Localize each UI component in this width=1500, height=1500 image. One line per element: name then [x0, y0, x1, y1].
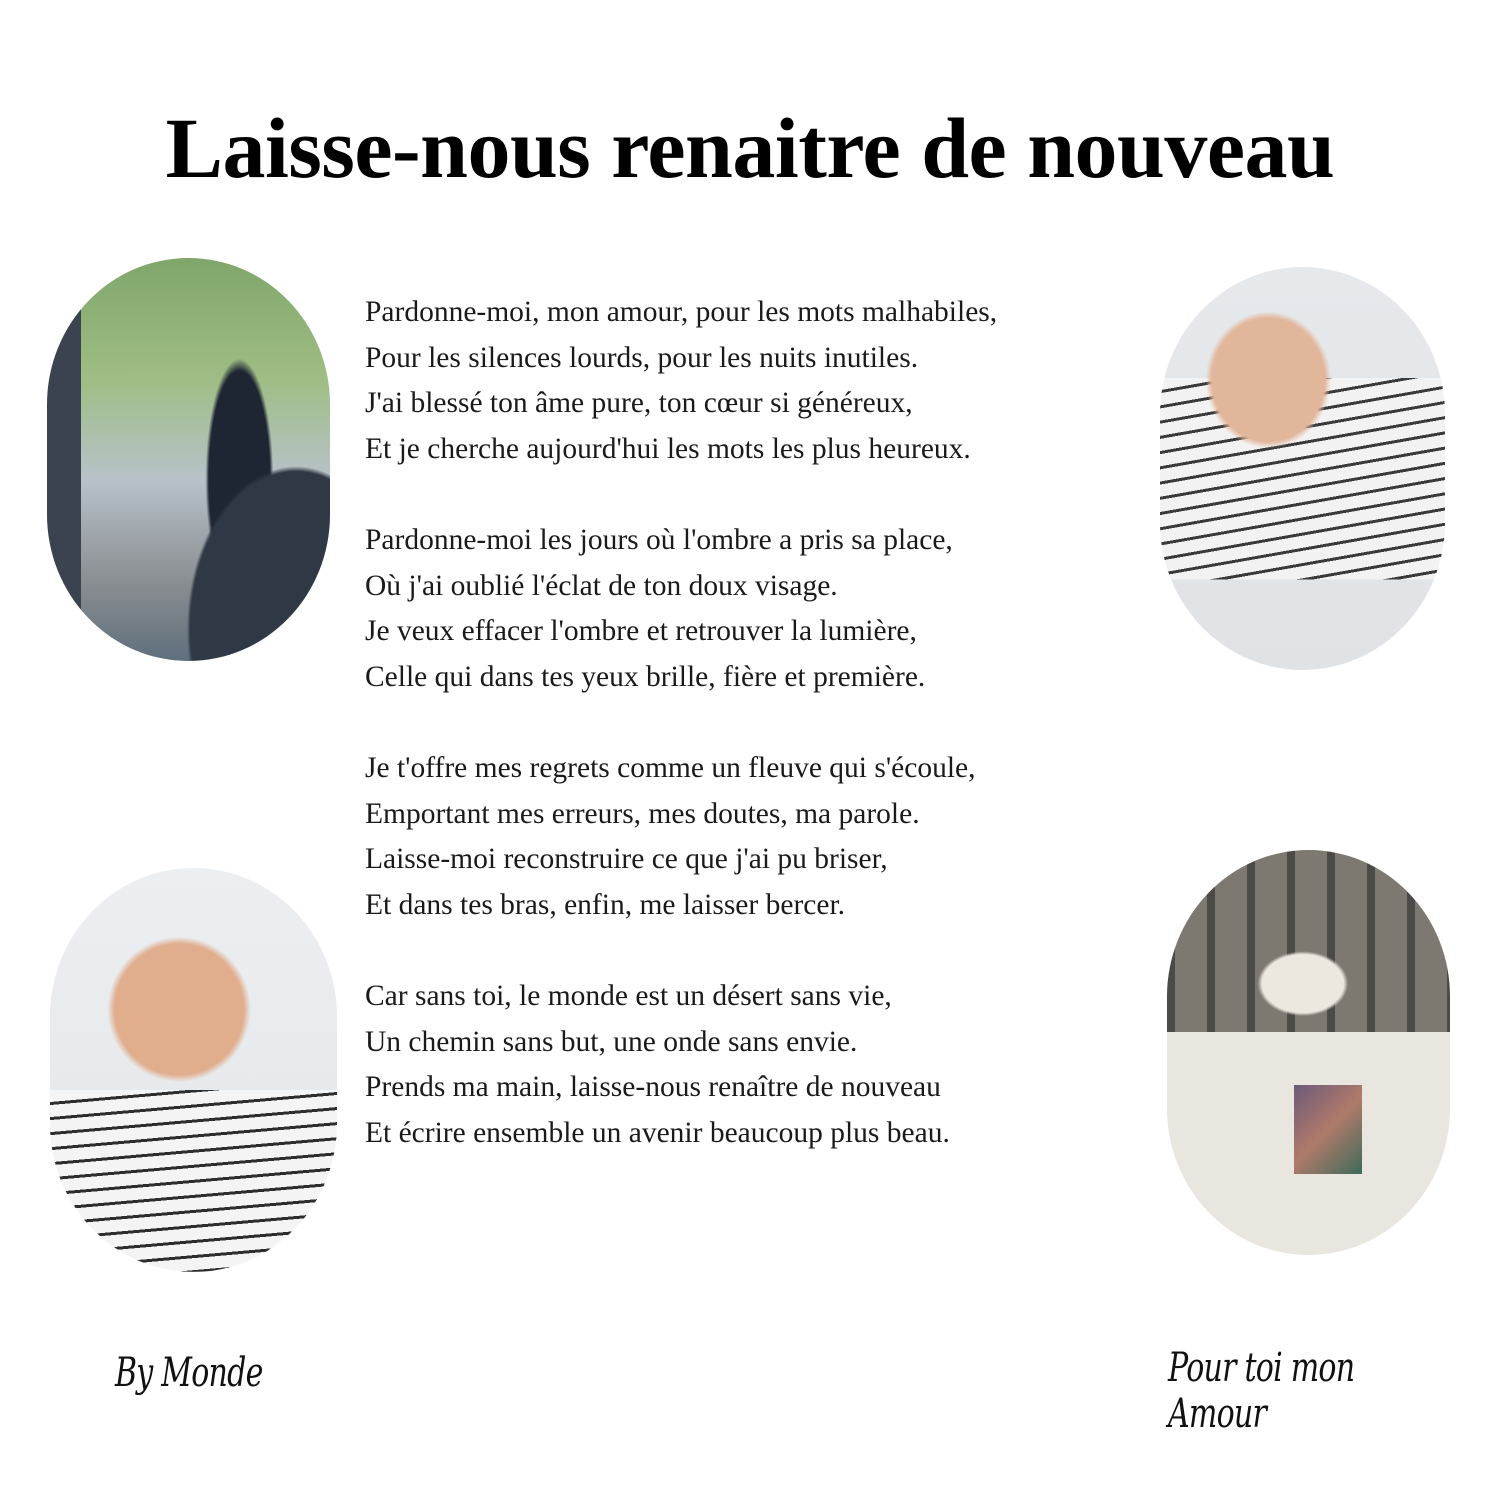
poem-line: Car sans toi, le monde est un désert sans vie,	[365, 979, 892, 1012]
poem-stanza	[365, 290, 1165, 472]
poem-line: Pardonne-moi, mon amour, pour les mots malhabiles,	[365, 296, 998, 328]
photo-man-hand-on-chest	[1160, 267, 1445, 670]
poem-line: Pardonne-moi les jours où l'ombre a pris sa place,	[365, 523, 953, 556]
poem-line: Laisse-moi reconstruire ce que j'ai pu briser,	[365, 843, 888, 876]
signature-dedication: Pour toi mon Amour	[1168, 1345, 1355, 1437]
poem-stanza	[365, 974, 1165, 1156]
poem-line: Et écrire ensemble un avenir beaucoup plus beau.	[365, 1116, 950, 1149]
poem-body	[365, 290, 1165, 1202]
poem-line: Emportant mes erreurs, mes doutes, ma parole.	[365, 797, 920, 830]
photo-man-laughing-selfie	[50, 868, 337, 1272]
poem-line: Celle qui dans tes yeux brille, fière et première.	[365, 660, 926, 693]
poem-line: Où j'ai oublié l'éclat de ton doux visage.	[365, 569, 838, 602]
photo-man-white-sweatshirt	[1167, 850, 1450, 1255]
poem-line: Prends ma main, laisse-nous renaître de nouveau	[365, 1071, 941, 1104]
signature-author: By Monde	[115, 1350, 263, 1396]
poem-stanza	[365, 746, 1165, 928]
poem-title: Laisse-nous renaitre de nouveau	[165, 100, 1335, 196]
photo-man-walking-out-door	[47, 258, 330, 661]
poem-line: Je t'offre mes regrets comme un fleuve qui s'écoule,	[365, 751, 976, 784]
poem-line: J'ai blessé ton âme pure, ton cœur si généreux,	[365, 387, 913, 420]
poem-line: Et je cherche aujourd'hui les mots les plus heureux.	[365, 432, 971, 465]
poem-line: Je veux effacer l'ombre et retrouver la lumière,	[365, 615, 917, 648]
poem-stanza	[365, 518, 1165, 700]
poem-line: Un chemin sans but, une onde sans envie.	[365, 1025, 858, 1058]
poem-line: Pour les silences lourds, pour les nuits inutiles.	[365, 341, 919, 374]
poem-line: Et dans tes bras, enfin, me laisser bercer.	[365, 888, 846, 921]
